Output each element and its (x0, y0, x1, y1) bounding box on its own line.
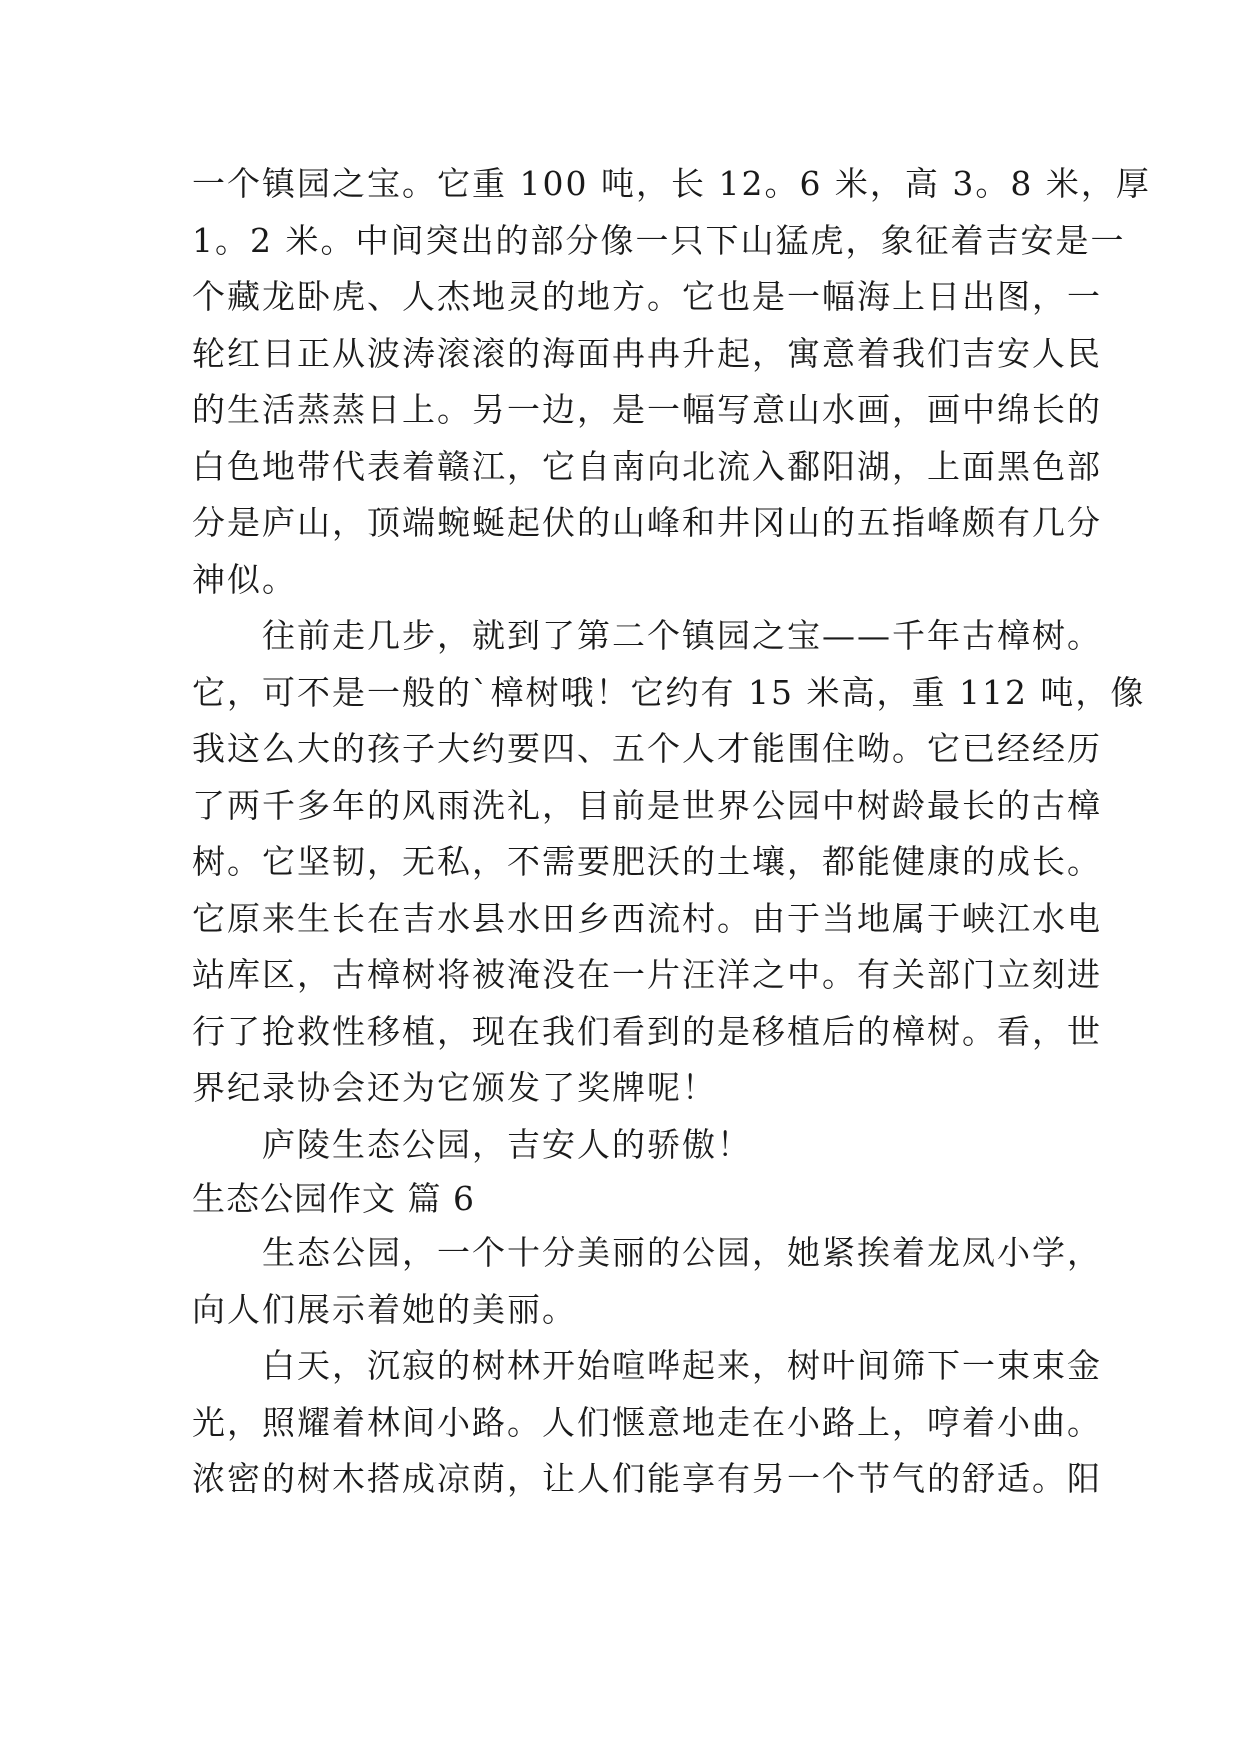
text-line: 了两千多年的风雨洗礼，目前是世界公园中树龄最长的古樟 (192, 785, 1102, 825)
text-line: 站库区，古樟树将被淹没在一片汪洋之中。有关部门立刻进 (192, 955, 1102, 994)
paragraph-start-line: 生态公园，一个十分美丽的公园，她紧挨着龙凤小学， (262, 1233, 1102, 1272)
section-heading: 生态公园作文 篇 6 (192, 1179, 475, 1218)
text-line: 行了抢救性移植，现在我们看到的是移植后的樟树。看，世 (192, 1011, 1102, 1051)
paragraph-start-line: 白天，沉寂的树林开始喧哗起来，树叶间筛下一束束金 (262, 1346, 1102, 1385)
text-line: 白色地带代表着赣江，它自南向北流入鄱阳湖，上面黑色部 (192, 446, 1102, 486)
text-line: 它，可不是一般的`樟树哦！它约有 15 米高，重 112 吨，像 (192, 672, 1146, 712)
text-line: 一个镇园之宝。它重 100 吨，长 12。6 米，高 3。8 米，厚 (192, 164, 1151, 203)
text-line: 界纪录协会还为它颁发了奖牌呢！ (192, 1068, 717, 1107)
text-line: 1。2 米。中间突出的部分像一只下山猛虎，象征着吉安是一 (192, 220, 1126, 260)
text-line: 个藏龙卧虎、人杰地灵的地方。它也是一幅海上日出图，一 (192, 277, 1102, 316)
text-line: 树。它坚韧，无私，不需要肥沃的土壤，都能健康的成长。 (192, 842, 1102, 881)
document-body (192, 156, 1151, 1508)
text-line: 向人们展示着她的美丽。 (192, 1289, 577, 1329)
text-line: 分是庐山，顶端蜿蜒起伏的山峰和井冈山的五指峰颇有几分 (192, 503, 1102, 542)
text-line: 神似。 (192, 559, 297, 599)
text-line: 轮红日正从波涛滚滚的海面冉冉升起，寓意着我们吉安人民 (192, 333, 1102, 373)
text-line: 它原来生长在吉水县水田乡西流村。由于当地属于峡江水电 (192, 898, 1102, 938)
text-line: 的生活蒸蒸日上。另一边，是一幅写意山水画，画中绵长的 (192, 390, 1102, 429)
paragraph-start-line: 庐陵生态公园，吉安人的骄傲！ (262, 1124, 752, 1164)
text-line: 我这么大的孩子大约要四、五个人才能围住呦。它已经经历 (192, 729, 1102, 768)
text-line: 浓密的树木搭成凉荫，让人们能享有另一个节气的舒适。阳 (192, 1459, 1102, 1498)
paragraph-start-line: 往前走几步，就到了第二个镇园之宝——千年古樟树。 (262, 616, 1102, 655)
text-line: 光，照耀着林间小路。人们惬意地走在小路上，哼着小曲。 (192, 1402, 1102, 1442)
